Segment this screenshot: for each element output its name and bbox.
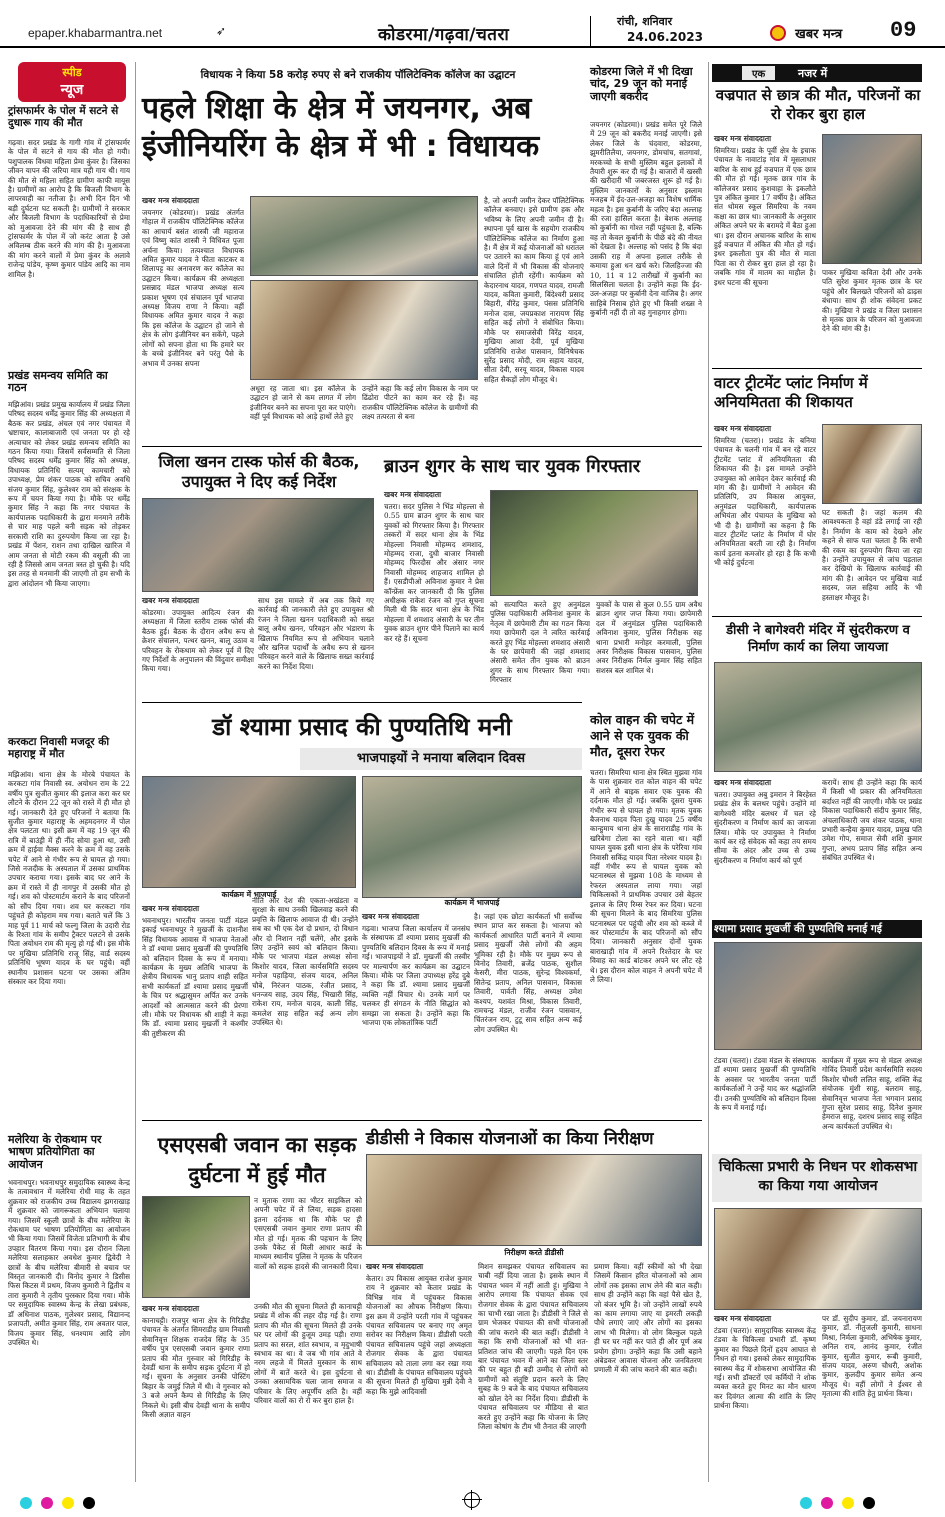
lead-photo-college-building (250, 280, 478, 380)
brown-headline: ब्राउन शुगर के साथ चार युवक गिरफ्तार (384, 456, 641, 477)
bakrid-body: जयनगर (कोडरमा)। प्रखंड समेत पूरे जिले में 29 जून को बकरीद मनाई जाएगी। इसे लेकर जिले के चंदवारा, कोडरमा, झुमरीतिलैया, जयनगर, डोमचांच, सतगावां, मरकच्चो के सभी मुस्लिम बहुल इलाकों में तैयारी शुरू कर दी गई है। बाजारों में खस्सी की खरीदारी भी जबरजस्त शुरू हो गई है। मुस्लिम जानकारों के अनुसार इस्लाम मजहब में ईद-उल-अजहा का विशेष धार्मिक महत्व है। इस कुर्बानी के जरिए बंदा अल्लाह की रजा हासिल करता है। बेशक अल्लाह को कुर्बानी का गोश्त नहीं पहुंचता है, बल्कि वह तो केवल कुर्बानी के पीछे बंदे की नीयत को देखता है। अल्लाह को पसंद है कि बंदा उसकी राह में अपना हलाल तरीके से कमाया हुआ धन खर्च करे। जिलहिज्जा की 10, 11 व 12 तारीखों में कुर्बानी का सिलसिला चलता है। उन्होंने कहा कि ईद-उल-अजहा पर कुर्बानी देना वाजिब है। अगर साहिबे निसाब होते हुए भी किसी शख्स ने कुर्बानी नहीं दी तो वह गुनाहगार होगा। (590, 120, 702, 318)
cmyk-dot-c (20, 1497, 32, 1509)
kol-body: चतरा। सिमरिया थाना क्षेत्र स्थित मुझवा गांव के पास शुक्रवार रात कोल वाहन की चपेट में आने से बाइक सवार एक युवक की दर्दनाक मौत हो गई। जबकि दूसरा युवक गंभीर रूप से घायल हो गया। मृतक युवक बैजनाथ यादव पिता दुखु यादव 25 वर्षीय कान्हुमाय थाना क्षेत्र के साराराडीह गांव के खरिबेगा टोला का रहने वाला था। वहीं घायल युवक इसी थाना क्षेत्र के परेरिया गांव निवासी सकिंद्र यादव पिता नरेश्वर यादव है। वहीं गंभीर रूप से घायल युवक को घटनास्थल से मुझवा 108 के माध्यम से रेफरल अस्पताल लाया गया। जहां चिकित्सकों ने प्राथमिक उपचार उसे बेहतर इलाज के लिए रिम्स रेफर कर दिया। घटना की सूचना मिलने के बाद सिमरिया पुलिस घटनास्थल पर पहुंची और शव को कब्जे में कर पोस्टमार्टम के बाद परिजनों को सौंप दिया। जानकारी अनुसार दोनों युवक बाराखाड़ी गांव में अपने रिश्तेदार के घर विवाह का कार्ड बांटकर अपने घर लौट रहे थे। इस दौरान कोल वाहन ने अपनी चपेट में ले लिया। (590, 768, 702, 984)
rule-shyama (142, 702, 582, 703)
water-photo-plant (822, 424, 922, 504)
left-s2-headline: प्रखंड समन्वय समिति का गठन (8, 369, 108, 395)
brand-mark-icon (770, 25, 786, 41)
chikitsa-col-2: पर डॉ. सुदीप कुमार, डॉ. जयनारायण कुमार, डॉ. नीतुजली कुमारी, साधना मिश्रा, निर्मला कुमारी, अभिषेक कुमार, अनिल राय, आनंद कुमार, रंजीत कुमार, सुजीत कुमार, रूबी कुमारी, संजय यादव, अरुण चौधरी, अशोक कुमार, कुलदीप कुमार समेत अन्य मौजूद थे। वहीं लोगों ने ईश्वर से मृतात्मा की शांति हेतु प्रार्थना किया। (822, 1314, 922, 1399)
ssb-col-2: उनकी मौत की सूचना मिलते ही कानाचट्टी प्रखंड में शोक की लहर दौड़ गई है। राणा प्रताप की मौत की सूचना मिलते ही उनके घर पर लोगों की हुजूम उमड़ पड़ी। राणा प्रताप का सरल, शांत स्वभाव, व मृदुभाषी स्वभाव का था। वे जब भी गांव आते वे नरम लहजे में मिलते मुस्कान के साथ लोगों में बातें करते थे। इस दुर्घटना से उनका असामयिक चला जाना समाज व परिवार के लिए अपूर्णीय क्षति है। वहीं परिवार वालों का रो रो कर बुरा हाल है। (254, 1302, 362, 1406)
speed-news-badge (18, 62, 126, 102)
brand-name: खबर मन्त्र (795, 26, 843, 42)
issue-date: 24.06.2023 (627, 30, 703, 44)
ddc-col-3: प्रमाण किया। वहीं स्कीमों को भी देखा जिसमें किसान हरित योजनाओं को आम लोगों तक इसका लाभ लेने की बात कही। साथ ही उन्होंने कहा कि वहां पैसे खेत है, जो बंजर भूमि है। जो उन्होंने लाखों रुपये का काम लगाया जाए या इमरती लकड़ी पौधे लगाएं जाएं और लोगों का इसका लाभ भी मिलेगा। वो लोग बिल्कुल पहले ही घर घर नहीं कर पाते ही और पूर्ण अब प्रयोग होगा। उन्होंने कहा कि उसी बहाने अंबेडकर आवास योजना और जनवितरण प्रणाली में की जांच कराने की बात कही। (594, 1262, 702, 1375)
left-s1-headline: ट्रांसफार्मर के पोल में सटने से दुधारू गाय की मौत (8, 105, 119, 129)
lead-headline: पहले शिक्षा के क्षेत्र में जयनगर, अब इंजीनियरिंग के क्षेत्र में भी : विधायक (142, 91, 540, 164)
cmyk-dot-y2 (842, 1497, 854, 1509)
ddc-byline: खबर मन्त्र संवाददाता (366, 1262, 424, 1271)
shyama-col-3: गढ़वा। भाजपा जिला कार्यालय में जनसंघ के संस्थापक डॉ श्यामा प्रसाद मुखर्जी की पुण्यतिथि बलिदान दिवस के रूप में मनाई गई। भाजपाइयों ने डॉ. मुखर्जी की तस्वीर पर माल्यार्पण कर कार्यक्रम का उद्घाटन किया। मौके पर जिला उपाध्यक्ष हरेंद्र दुबे ने कहा कि डॉ. श्यामा प्रसाद मुखर्जी व्यक्ति नहीं विचार थे। उनके मार्ग पर चलकर ही संगठन के नीति सिद्धांत को समझा जा सकता है। उन्होंने कहा कि भाजपा एक लोकतांत्रिक पार्टी (362, 924, 470, 1028)
brown-col-1: चतरा। सदर पुलिस ने भिंड मोहल्ला से 0.55 ग्राम ब्राउन शुगर के साथ चार युवकों को गिरफ्तार किया है। गिरफ्तार तस्करों में सदर थाना क्षेत्र के भिंड मोहल्ला निवासी मोहम्मद शमशाद, मोहम्मद राजा, दुधी बाजार निवासी मोहम्मद फिरदौस और अंसार नगर निवासी मोहम्मद शाहजाद शामिल हो हैं। एसडीपीओ अविनाश कुमार ने प्रेस कॉन्फ्रेंस कर जानकारी दी कि पुलिस अधीक्षक राकेश रंजन को गुप्त सूचना मिली थी कि सदर थाना क्षेत्र के भिंड मोहल्ला में शमशाद अंसारी के घर तीन युवक ब्राउन शुगर पीने पिलाने का कार्य कर रहे हैं। सूचना (384, 502, 484, 643)
cmyk-dot-k (83, 1497, 95, 1509)
ddc-headline: डीडीसी ने विकास योजनाओं का किया निरीक्षण (366, 1129, 654, 1149)
ddc-col-1: केतार। उप विकास आयुक्त राजेश कुमार राय ने शुक्रवार को केतार प्रखंड के विभिन्न गांव में पहुंचकर विकास योजनाओं का औचक निरीक्षण किया। इस क्रम में उन्होंने परती गांव में पहुंचकर पंचायत सचिवालय पर बनाए गए अमृत सरोवर का निरीक्षण किया। डीडीसी परती पंचायत सचिवालय पहुंचे जहां अध्यक्षता रोजगार सेवक के द्वारा पंचायत सचिवालय को ताला लगा कर रखा गया था। डीडीसी के पंचायत सचिवालय पहुंचने की सूचना मिलते ही मुखिया मुन्नी देवी ने कहा कि मुझे आदिवासी (366, 1274, 472, 1396)
cmyk-dot-m (41, 1497, 53, 1509)
ddc-photo-inspection (366, 1154, 702, 1246)
tandwa-col-1: टंडवा (चतरा)। टंडवा मंडल के संस्थापक डॉ श्यामा प्रसाद मुखर्जी की पुण्यतिथि के अवसर पर भारतीय जनता पार्टी कार्यकर्ताओं ने उन्हें याद कर श्रद्धांजलि दी। उनकी पुण्यतिथि को बलिदान दिवस के रूप में मनाई गई। (714, 1056, 816, 1113)
khanan-col-2: साथ इस मामले में अब तक किये गए कार्रवाई की जानकारी लेते हुए उपायुक्त श्री रंजन ने जिला खनन पदाधिकारी को सख्त बालू अवैध खनन, परिवहन और भंडारण के खिलाफ नियमित रूप से अभियान चलाने और खनिज पदार्थों के अवैध रूप से खनन परिवहन करने वाले के खिलाफ सख्त कार्रवाई करने का निर्देश दिया। (258, 596, 374, 671)
cmyk-dot-m2 (821, 1497, 833, 1509)
lead-photo-ribbon-cutting (250, 196, 478, 276)
cursor-icon: ➶ (216, 24, 227, 38)
left-s2-body: मझिआंव। प्रखंड प्रमुख कार्यालय में प्रखंड जिला परिषद सदस्य धर्मेंद्र कुमार सिंह की अध्यक्षता में बैठक कर प्रखंड, अंचल एवं नगर पंचायत में भ्रष्टाचार, कालाबाजारी एवं जनता पर हो रहे अत्याचार को लेकर प्रखंड समन्वय समिति का गठन किया गया। जिसमें सर्वसम्मति से जिला परिषद सदस्य धर्मेंद्र कुमार सिंह को अध्यक्ष, विधायक प्रतिनिधि सत्यम् कामचारी को उपाध्यक्ष, प्रेम शंकर पाठक को सचिव अवधि संजय कुमार सिंह, कुलेश्वर राम को संरक्षक के रूप में चयन किया गया है। मौके पर धर्मेंद्र कुमार सिंह ने कहा कि नगर पंचायत के कार्यपालक पदाधिकारी के द्वारा मनमाने तरीके से चार माह पहले बनी सड़क को तोड़कर सरकारी राशि का दुरुपयोग किया जा रहा है। प्रखंड में पेंशन, राशन तथा दाखिल खारिज में आम जनता से मोटी रकम की वसूली की जा रही है जिससे आम जनता त्रस्त हो चुकी है। यदि इस तरह से मनमानी की जाएगी तो हम सभी के द्वारा आंदोलन भी किया जाएगा। (8, 400, 130, 588)
print-marks-left (20, 1494, 150, 1508)
ddc-caption: निरीक्षण करते डीडीसी (504, 1248, 564, 1257)
ssb-col-3: कानाचट्टी। राजपुर थाना क्षेत्र के गिरिडीह पंचायत के अंतर्गत सिमराडीह ग्राम निवासी सेवानिवृत्त शिक्षक राजदेव सिंह के 35 वर्षीय पुत्र एसएसबी जवान कुमार राणा प्रताप की मौत गुरुवार को गिरिडीह के देवडीं थाना के समीप सड़क दुर्घटना में हो गई। सूचना के अनुसार उनकी पोस्टिंग बिहार के जमुई जिले में थी। वे गुरुवार को 3 बजे अपने कैम्प से गिरिडीह के लिए निकले थे। इसी बीच देवड़ी थाना के समीप किसी अज्ञात वाहन (142, 1316, 250, 1420)
brown-byline: खबर मन्त्र संवाददाता (384, 490, 442, 499)
right-col-rule (708, 62, 709, 1482)
left-s1-body: गढ़वा। सदर प्रखंड के गागी गांव में ट्रांसफार्मर के पोल में सटने से गाय की मौत हो गयी। पशुपालक विधवा महिला प्रेमा कुंवर है। जिसका जीवन यापन की जरिया मात्र यही गाय थी। गाय की मौत से महिला सहित ग्रामीण काफी मायूस है। ग्रामीणों का आरोप है कि बिजली विभाग के लापरवाही का नतीजा है। अभी दिन दिन भी बड़ी दुर्घटना घट सकती है। ग्रामीणों ने सरकार और बिजली विभाग के पदाधिकारियों से प्रेमा को मुआवजा देने की मांग की है साथ ही ट्रांसफार्मर के पोल में जो करंट आता है उसे अविलम्ब ठीक करने की मांग की है। मुआवजा की मांग करने वालों में प्रेमा कुंवर के अलावे राजेन्द्र पांडेय, कृष्ण कुमार पांडेय आदि का नाम शामिल है। (8, 138, 130, 279)
shyama-photo-left (142, 776, 356, 888)
ssb-col-1: न मुताक राणा का भीटर साइकिल को अपनी चपेट में ले लिया, सड़क हादसा इतना दर्दनाक था कि मौके पर ही एसएसबी जवान कुमार राणा प्रताप की मौत हो गई। मृतक की पहचान के लिए उनके पैकेट से मिली आधार कार्ड के माध्यम स्थानीय पुलिस ने मृतक के परिजन वालों को सड़क हादसे की जानकारी दिया। (254, 1196, 362, 1271)
lead-kicker: विधायक ने किया 58 करोड़ रुपए से बने राजकीय पॉलिटेक्निक कॉलेज का उद्घाटन (200, 69, 516, 81)
lead-byline: खबर मन्त्र संवाददाता (142, 196, 200, 205)
cmyk-dot-k2 (863, 1497, 875, 1509)
chikitsa-headline: चिकित्सा प्रभारी के निधन पर शोकसभा का किया गया आयोजन (718, 1159, 918, 1194)
shyama-headline: डॉ श्यामा प्रसाद की पुण्यतिथि मनी (212, 713, 512, 741)
brown-photo-arrest (490, 490, 698, 596)
city-day: रांची, शनिवार (617, 15, 673, 28)
badge-top: स्पीड (62, 66, 82, 79)
khanan-col-1: कोडरमा। उपायुक्त आदित्य रंजन की अध्यक्षता में जिला स्तरीय टास्क फोर्स की बैठक हुई। बैठक के दौरान अवैध रूप से क्रेशर संचालन, पत्थर खनन, बालू उठाव व परिवहन के रोकथाम को लेकर पूर्व में दिए गए निर्देशों के अनुपालन की विंदुवार समीक्षा किया गया। (142, 608, 254, 674)
shyama-photo-right (362, 776, 582, 898)
cmyk-dot-y (62, 1497, 74, 1509)
temple-col-1: चतरा। उपायुक्त अबु इमरान ने बिरहेस्त प्रखंड क्षेत्र के बलथर पहुंचे। उन्होंने मां बागेश्वरी मंदिर बलथर में चल रहे सुंदरीकरण व निर्माण कार्य का जायजा लिया। मौके पर उपायुक्त ने निर्माण कार्य कर रहे संवेदक को कहा तय समय सीमा के अंदर और उच्च से उच्च सुंदरीकरण व निर्माण कार्य को पूर्ण (714, 790, 816, 865)
masthead-bar (0, 0, 945, 48)
shyama-subheadline: भाजपाइयों ने मनाया बलिदान दिवस (300, 748, 582, 770)
rule-water (712, 368, 922, 369)
vajrapat-photo (822, 134, 922, 264)
ek-nazar-bar (712, 64, 922, 82)
cmyk-dot-c2 (800, 1497, 812, 1509)
lead-col-3: उन्होंने कहा कि कई लोग विकास के नाम पर ढिंढोरा पीटने का काम कर रहे हैं। वह राजकीय पॉलिटेक्निक कॉलेज के ग्रामीणों की लक्ष्य तत्परता से बना (362, 384, 478, 422)
shyama-byline-left: खबर मन्त्र संवाददाता (142, 904, 200, 913)
rule-khanan (142, 446, 702, 447)
shyama-caption-right: कार्यक्रम में भाजपाई (444, 898, 500, 907)
badge-bottom: न्यूज (60, 82, 84, 98)
ssb-byline: खबर मन्त्र संवाददाता (142, 1304, 200, 1313)
ek-label: एक (742, 66, 775, 80)
water-col-1: सिमरिया (चतरा)। प्रखंड के बनिया पंचायत के चलनी गांव में बन रहे वाटर ट्रीटमेंट प्लांट में अनियमितता की शिकायत की है। इस मामले उन्होंने उपायुक्त को आवेदन देकर कार्रवाई की मांग की है। ग्रामीणों ने आवेदन की प्रतिलिपि, उप विकास आयुक्त, अनुमंडल पदाधिकारी, कार्यपालक अभियंता और पंचायत के मुखिया को भी दी है। ग्रामीणों का कहना है कि वाटर ट्रीटमेंट प्लांट के निर्माण में घोर अनियमितता बरती जा रही है। निर्माण कार्य इतना कमजोर हो रहा है कि कभी भी कोई दुर्घटना (714, 436, 816, 568)
shyama-byline-right: खबर मन्त्र संवाददाता (362, 912, 420, 921)
page-number: 09 (890, 18, 917, 43)
brand-logo (770, 22, 880, 44)
kol-headline: कोल वाहन की चपेट में आने से एक युवक की मौत, दूसरा रेफर (590, 712, 695, 759)
left-s3-headline: करकटा निवासी मजदूर की महाराष्ट्र में मौत (8, 736, 110, 760)
brown-col-3: युवकों के पास से कुल 0.55 ग्राम अवैध ब्राउन शुगर जप्त किया गया। छापेमारी दल में अनुमंडल पुलिस पदाधिकारी अविनाश कुमार, पुलिस निरीक्षक सह थाना प्रभारी मनोहर करमाली, पुलिस अवर निरीक्षक विकास पासवान, पुलिस अवर निरीक्षक निर्मल कुमार सिंह सहित सशस्त्र बल शामिल थे। (596, 600, 702, 675)
left-s4-headline: मलेरिया के रोकथाम पर भाषण प्रतियोगिता का आयोजन (8, 1133, 102, 1171)
ssb-headline: एसएसबी जवान का सड़क दुर्घटना में हुई मौत (157, 1133, 357, 1187)
temple-photo (714, 662, 922, 772)
khanan-headline: जिला खनन टास्क फोर्स की बैठक, उपायुक्त ने दिए कई निर्देश (158, 452, 360, 491)
tandwa-photo (714, 942, 922, 1050)
khanan-byline: खबर मन्त्र संवाददाता (142, 596, 200, 605)
print-marks-right (800, 1494, 930, 1508)
registration-mark-icon (464, 1492, 480, 1508)
left-col-rule (135, 62, 136, 1482)
vajrapat-body-2: पाकर मुखिया कविता देवी और उनके पति सुरेश कुमार मृतक छात्र के घर पहुंचे और बिलखते परिजनों को ढाढ़स बंधाया। साथ ही शोक संवेदना प्रकट की। मुखिया ने प्रखंड व जिला प्रशासन से मृतक छात्र के परिजन को मुआवजा देने की मांग की है। (822, 268, 922, 334)
lead-col-2: अधूरा रह जाता था। इस कॉलेज के उद्घाटन हो जाने से कम लागत में लोग इंजीनियर बनने का सपना पूरा कर पाएंगे। वहीं पूर्व विधायक को आड़े हाथों लेते हुए (250, 384, 356, 422)
shyama-col-1: भवनाथपुर। भारतीय जनता पार्टी मंडल इकाई भवनाथपुर ने मुखर्जी के दाशनीश सिंह विधायक आवास में भाजपा नेताओं ने डॉ श्यामा प्रसाद मुखर्जी की पुण्यतिथि को बलिदान दिवस के रूप में मनाया। कार्यक्रम के मुख्य अतिथि भाजपा के क्षेत्रीय विधायक भानु प्रताप शाही सहित सभी कार्यकर्ता डॉ श्यामा प्रसाद मुखर्जी के चित्र पर श्रद्धासुमन अर्पित कर उनके आदर्शों को आत्मसात करने की प्रेरणा ली। मौके पर विधायक श्री शाही ने कहा कि डॉ. श्यामा प्रसाद मुखर्जी ने कश्मीर की तुष्टीकरण की (142, 916, 248, 1038)
khanan-photo-meeting (142, 498, 374, 592)
lead-col-4: है, जो अपनी जमीन देकर पॉलिटेक्निक कॉलेज बनवाए। इसे ग्रामीण हक और भविष्य के लिए अपनी जमीन दी है। स्थापना पूर्व खास के सहयोग राजकीय पॉलिटेक्निक कॉलेज का निर्माण हुआ है। मैं क्षेत्र में कई योजनाओं को धरातल पर उतारने का काम किया हूं एवं आने वाले दिनों में भी विकास की योजनाएं संचालित होती रहेंगी। कार्यक्रम को केदारनाथ यादव, गणपत यादव, रामजी यादव, कविता कुमारी, बिंदेश्वरी प्रसाद बिहारी, वीरेंद्र कुमार, पंसस प्रतिनिधि मनोज दास, जयप्रकाश नारायण सिंह सहित कई लोगों ने संबोधित किया। मौके पर समाजसेवी विरेंद्र यादव, मुखिया आशा देवी, पूर्व मुखिया प्रतिनिधि राजेश पासवान, विनिषेचक सुरेंद्र प्रसाद मोदी, राम सहाय यादव, सीता देवी, सरयू यादव, विकास यादव सहित सैकड़ों लोग मौजूद थे। (484, 196, 584, 384)
brown-col-2: को सत्यापित करते हुए अनुमंडल पुलिस पदाधिकारी अविनाश कुमार के नेतृत्व में छापेमारी टीम का गठन किया गया छापेमारी दल ने त्वरित कार्रवाई करते हुए भिंड मोहल्ला शमशाद अंसारी के घर छापेमारी की जहां शमशाद अंसारी समेत तीन युवक को ब्राउन शुगर के साथ गिरफ्तार किया गया। गिरफ्तार (490, 600, 590, 685)
nazar-label: नजर में (798, 67, 828, 80)
temple-byline: खबर मन्त्र संवाददाता (714, 778, 772, 787)
chikitsa-byline: खबर मन्त्र संवाददाता (714, 1314, 772, 1323)
shyama-caption-left: कार्यक्रम में भाजपाई (221, 890, 277, 899)
rule-temple (712, 616, 922, 617)
header-divider (590, 16, 591, 46)
left-s3-body: मझिआंव। थाना क्षेत्र के मोरबे पंचायत के करकटा गांव निवासी स्व. अयोधन राम के 22 वर्षीय पुत्र सुजीत कुमार की इलाज करा कर घर लौटने के दौरान 22 जून को रास्ते में ही मौत हो गई। जानकारी देते हुए परिजनों ने बताया कि सुजीत कुमार महाराष्ट्र के अहमदनगर में पोल क्षेत्र पलटता था। इसी क्रम में वह 19 जून की रात्रि में बाउंड्री में ही नींद सोया हुआ था, उसी क्रम में हाईवा मैक्स करने के क्रम में वह उसके चपेट में आने से गंभीर रूप से घायल हो गया। जिसे नजदीक के अस्पताल में उसका प्राथमिक उपचार कराया गया। इसके बाद घर आने के क्रम में रास्ते में ही नागपुर में उसकी मौत हो गई। शव को पोस्टमार्टम कराने के बाद परिजनों को सौंप दिया गया। शव घर करकटा गांव पहुंचते ही कोहराम मच गया। बताते चलें कि 3 माह पूर्व 11 मार्च को फल्गु जिला के उदारी रोड के रिश्ता गांव के समीप ट्रैक्टर पलटने से उसके पिता अयोधन राम की मृत्यु हो गई थी। इस मौके पर मुखिया प्रतिनिधि राजू सिंह, वार्ड सदस्य प्रतिनिधि भूषण यादव के घर पहुंचे। वहीं स्थानीय प्रशासन घटना पर उसका अंतिम संस्कार कर दिया गया। (8, 770, 130, 986)
water-headline: वाटर ट्रीटमेंट प्लांट निर्माण में अनियमितता की शिकायत (714, 374, 868, 411)
left-s4-body: भवनाथपुर। भवनाथपुर समुदायिक स्वास्थ्य केन्द्र के तत्वावधान में मलेरिया रोधी माह के तहत शुक्रवार को राजकीय उच्च विद्यालय झगराखाड़ में शुक्रवार को जागरूकता अभियान चलाया गया। जिसमें स्कूली छात्रों के बीच मलेरिया के रोकथाम पर भाषण प्रतियोगिता का आयोजन भी किया गया। जिसमें विजेता प्रतिभागी के बीच उपहार वितरण किया गया। इस दौरान जिला मलेरिया सलाहकार अवधेश कुमार द्विवेदी ने छात्रों के बीच मलेरिया बीमारी से बचाव पर विस्तृत जानकारी दी। विनोद कुमार ने डिसीस फिस किटस में प्रथम, विजय कुमारी ने द्वितीय व तारा कुमारी ने तृतीय पुरस्कार दिया गया। मौके पर समुदायिक स्वास्थ्य केन्द्र के लेखा प्रबंधक, डॉ अधिनाश पाठक, गुलेश्वर प्रसाद, विद्यानन्द प्रजापती, अमीत कुमार सिंह, राम अवतार पाल, विजय कुमार सिंह, धनश्याम आदि लोग उपस्थित थे। (8, 1178, 130, 1347)
bakrid-headline: कोडरमा जिले में भी दिखा चांद, 29 जून को मनाई जाएगी बकरीद (590, 65, 693, 103)
vajrapat-headline: वज्रपात से छात्र की मौत, परिजनों का रो रोकर बुरा हाल (715, 86, 921, 123)
shyama-col-2: नीति और देश की एकता-अखंडता व सुरक्षा के साथ उनकी खिलवाड़ करने की प्रवृत्ति के खिलाफ आवाज दी थी। उन्होंने सब का भी एक देश दो प्रधान, दो विधान और दो निशान नहीं चलेंगे, और इसके लिए उन्होंने स्वयं को बलिदान किया। मौके पर भाजपा मंडल अध्यक्ष सोना किशोर यादव, जिला कार्यसमिति सदस्य मनोज पहाड़िया, संजय यादव, अनिल चौबे, निरंजन पाठक, रंजीत प्रसाद, धनन्जय साह, उदय सिंह, भिखारी सिंह, राकेश राय, मनोज यादव, काली सिंह, कमलेश साह सहित कई अन्य लोग उपस्थित थे। (252, 896, 358, 1028)
rule-ssb (142, 1120, 702, 1121)
temple-headline: डीसी ने बागेश्वरी मंदिर में सुंदरीकरण व निर्माण कार्य का लिया जायजा (726, 623, 910, 655)
ddc-col-2: मिशन समझकर पंचायत सचिवालय का चाबी नहीं दिया जाता है। इसके स्थान में पंचायत भवन में नहीं आती हूं। मुखिया ने आरोप लगाया कि पंचायत सेवक एवं रोजगार सेवक के द्वारा पंचायत सचिवालय का चाभी रखा जाता है। डीडीसी ने जिले से ग्राम भेजकर पंचायत की सभी योजनाओं की जांच कराने की बात कहीं। डीडीसी ने कहा कि सभी योजनाओं को भी शत-प्रतिशत जांच की जाएगी। पहले दिन एक बार पंचायत भवन में आने का जिला स्तर की पर बहुत ही बड़ी उम्मीद से लोगों को ग्रामीणों को संतुष्टि प्रदान करने के लिए सुबह के 9 बजे के बाद पंचायत सचिवालय को खोल देने का निर्देश दिया। डीडीसी के पंचायत सचिवालय पर मीडिया से बात करते हुए उन्होंने कहा कि योजना के लिए जिला कोषांग के टीम भी तैनात की जाएगी (478, 1262, 588, 1431)
edition-name: कोडरमा/गढ़वा/चतरा (378, 25, 510, 45)
site-url[interactable]: epaper.khabarmantra.net (28, 26, 163, 40)
chikitsa-col-1: टंडवा (चतरा)। सामुदायिक स्वास्थ्य केंद्र टंडवा के चिकित्सा प्रभारी डॉ. कृष्ण कुमार का पिछले दिनों हृदय आघात से निधन हो गया। इसको लेकर सामुदायिक स्वास्थ्य केंद्र में शोकसभा आयोजित की गई। सभी डॉक्टरों एवं कर्मियों ने शोक व्यक्त करते हुए मिनट का मौन धारण कर दिवंगत आत्मा की शांति के लिए प्रार्थना किया। (714, 1326, 816, 1411)
chikitsa-photo (714, 1208, 922, 1310)
temple-col-2: करायें। साथ ही उन्होंने कहा कि कार्य में किसी भी प्रकार की अनियमितता बर्दाश्त नहीं की जाएगी। मौके पर प्रखंड विकास पदाधिकारी संदीप कुमार सिंह, अंचलाधिकारी जय शंकर पाठक, थाना प्रभारी कन्हैया कुमार यादव, प्रमुख पति उमेश गोप, समाज सेवी शशि कुमार गुप्ता, अभय प्रताप सिंह सहित अन्य संबंधित उपस्थित थे। (822, 778, 922, 863)
ssb-photo-jawan (142, 1196, 250, 1298)
water-byline: खबर मन्त्र संवाददाता (714, 424, 772, 433)
shyama-col-4: है। जहां एक छोटा कार्यकर्ता भी सर्वोच्च स्थान प्राप्त कर सकता है। भाजपा को कार्यकर्ता आधारित पार्टी बनाने में श्यामा प्रसाद मुखर्जी जैसे लोगों की अहम भूमिका रही है। मौके पर मुख्य रूप से विनोद तिवारी, ब्रजेंद्र पाठक, सुशील केसरी, मीरा पाठक, सुरेन्द्र विश्वकर्मा, सितेन्द्र प्रताप, अनिल पासवान, विकास तिवारी, पार्वती सिंह, अध्यक्ष उमेश कश्यप, यशवंत मिश्रा, विकास तिवारी, रामचन्द्र मंडल, राजीव रंजन पासवान, चिंतरंजन राय, टुटू साव सहित अन्य कई लोग उपस्थित थे। (474, 912, 582, 1034)
vajrapat-body: सिमरिया। प्रखंड के पूर्वी क्षेत्र के इचाक पंचायत के नावाटांड़ गांव में मूसलाधार बारिश के साथ हुई वज्रपात में एक छात्र की मौत हो गई। मृतक छात्र गांव के कॉलेजवर प्रसाद कुशवाहा के इकलौते पुत्र अंकित कुमार 17 वर्षीय है। अंकित संत थोमस स्कूल सिमरिया के नवम कक्षा का छात्र था। जानकारी के अनुसार अंकित अपने घर के बरामदे में बैठा हुआ था। इस दौरान अचानक बारिश के साथ हुई वज्रपात में अंकित की मौत हो गई। इधर इकलौता पुत्र की मौत से माता पिता का रो रोकर बुरा हाल हो रहा है। जबकि गांव में मातम का माहौल है। इधर घटना की सूचना (714, 146, 816, 287)
water-col-2: घट सकती है। जहां कलम की आवश्यकता है वहां डंडे लगाई जा रही है। निर्माण के काम को देखने और कहने से साफ पता चलता है कि सभी की रकम का दुरुपयोग किया जा रहा है। उन्होंने उपायुक्त से जांच पड़ताल कर देखियो के खिलाफ कार्रवाई की मांग की है। आवेदन पर मुखिया वार्ड सदस्य, जल सहिया आदि के भी हस्ताक्षर मौजूद है। (822, 508, 922, 602)
tandwa-col-2: कार्यक्रम में मुख्य रूप से मंडल अध्यक्ष गोविंद तिवारी प्रदेश कार्यसमिति सदस्य किशोर चौधरी ललित साहू, शक्ति केंद्र संयोजक मुंशी साहू, बलराम साहू, सेवानिवृत्त भाजपा नेता भगवान प्रसाद गुप्ता सुरेश प्रसाद साहू, दिनेश कुमार हेमराज साहू, दशरथ प्रसाद साहू सहित अन्य कार्यकर्ता उपस्थित थे। (822, 1056, 922, 1131)
vajrapat-byline: खबर मन्त्र संवाददाता (714, 134, 772, 143)
lead-col-1: जयनगर (कोडरमा)। प्रखंड अंतर्गत गोहाल में राजकीय पॉलिटेक्निक कॉलेज का आचार्य बसंत शास्त्री जी महाराज एवं विष्णु कांत शास्त्री ने विधिवत पूजा अर्चना किया। तत्पश्चात विधायक अमित कुमार यादव ने फीता काटकर व शिलापट्ट का अनावरण कर कॉलेज का उद्घाटन किया। कार्यक्रम की अध्यक्षता प्रसन्नाद मंडल भाजपा अध्यक्ष सत्य प्रकाश भूषण एवं संचालन पूर्व भाजपा अध्यक्ष विजय राणा ने किया। वहीं विधायक अमित कुमार यादव ने कहा कि इस कॉलेज के उद्घाटन हो जाने से क्षेत्र के लोग इंजीनियर बन सकेंगे, पहले लोगों को सपना होता था कि हमारे घर के बच्चे इंजीनियर बने परंतु पैसे के अभाव में उनका सपना (142, 208, 244, 368)
tandwa-headline: श्यामा प्रसाद मुखर्जी की पुण्यतिथि मनाई गई (714, 923, 882, 935)
